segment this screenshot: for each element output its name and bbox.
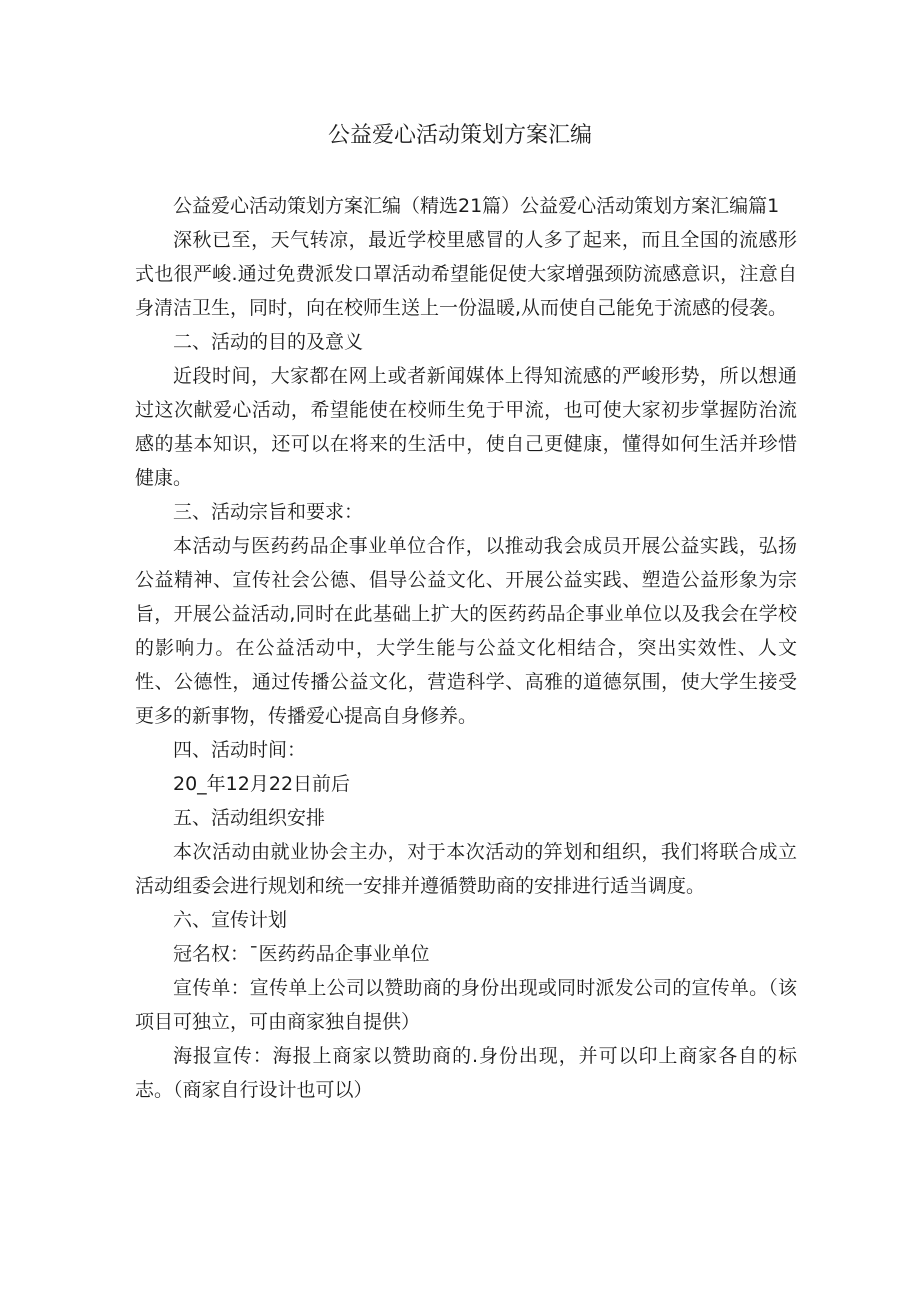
poster-paragraph: 海报宣传：海报上商家以赞助商的.身份出现，并可以印上商家各自的标志。（商家自行设计也可以） [135,1045,797,1101]
document-title: 公益爱心活动策划方案汇编 [327,123,592,148]
section-heading-time: 四、活动时间： [173,739,307,761]
purpose-paragraph: 近段时间，大家都在网上或者新闻媒体上得知流感的严峻形势，所以想通过这次献爱心活动，希望能使在校师生免于甲流，也可使大家初步掌握防治流感的基本知识，还可以在将来的生活中，使自己更健康，懂得如何生活并珍惜健康。 [135,365,797,489]
section-heading-organization: 五、活动组织安排 [173,807,326,829]
organization-paragraph: 本次活动由就业协会主办，对于本次活动的笄划和组织，我们将联合成立活动组委会进行规划和统一安排并遵循赞助商的安排进行适当调度。 [135,841,797,897]
document-body [135,189,797,1107]
time-paragraph: 20_年12月22日前后 [173,773,351,795]
section-heading-purpose: 二、活动的目的及意义 [173,331,364,353]
flyer-paragraph: 宣传单：宣传单上公司以赞助商的身份出现或同时派发公司的宣传单。（该项目可独立，可由商家独自提供） [135,977,797,1033]
section-heading-publicity: 六、宣传计划 [173,909,288,931]
naming-rights-paragraph: 冠名权：¯医药药品企事业单位 [173,943,430,965]
background-paragraph: 深秋已至，天气转凉，最近学校里感冒的人多了起来，而且全国的流感形式也很严峻.通过免费派发口罩活动希望能促使大家增强颈防流感意识，注意自身清洁卫生，同时，向在校师生送上一份温暖,从而使自己能免于流感的侵袭。 [135,229,797,319]
intro-paragraph: 公益爱心活动策划方案汇编（精选21篇）公益爱心活动策划方案汇编篇1 [173,195,780,217]
aims-paragraph: 本活动与医药药品企事业单位合作，以推动我会成员开展公益实践，弘扬公益精神、宣传社会公德、倡导公益文化、开展公益实践、塑造公益形象为宗旨，开展公益活动,同时在此基础上扩大的医药药品企事业单位以及我会在学校的影响力。在公益活动中，大学生能与公益文化相结合，突出实效性、人文性、公德性，通过传播公益文化，营造科学、高雅的道德氛围，使大学生接受更多的新事物，传播爱心提高自身修养。 [135,535,797,727]
section-heading-aims: 三、活动宗旨和要求： [173,501,364,523]
